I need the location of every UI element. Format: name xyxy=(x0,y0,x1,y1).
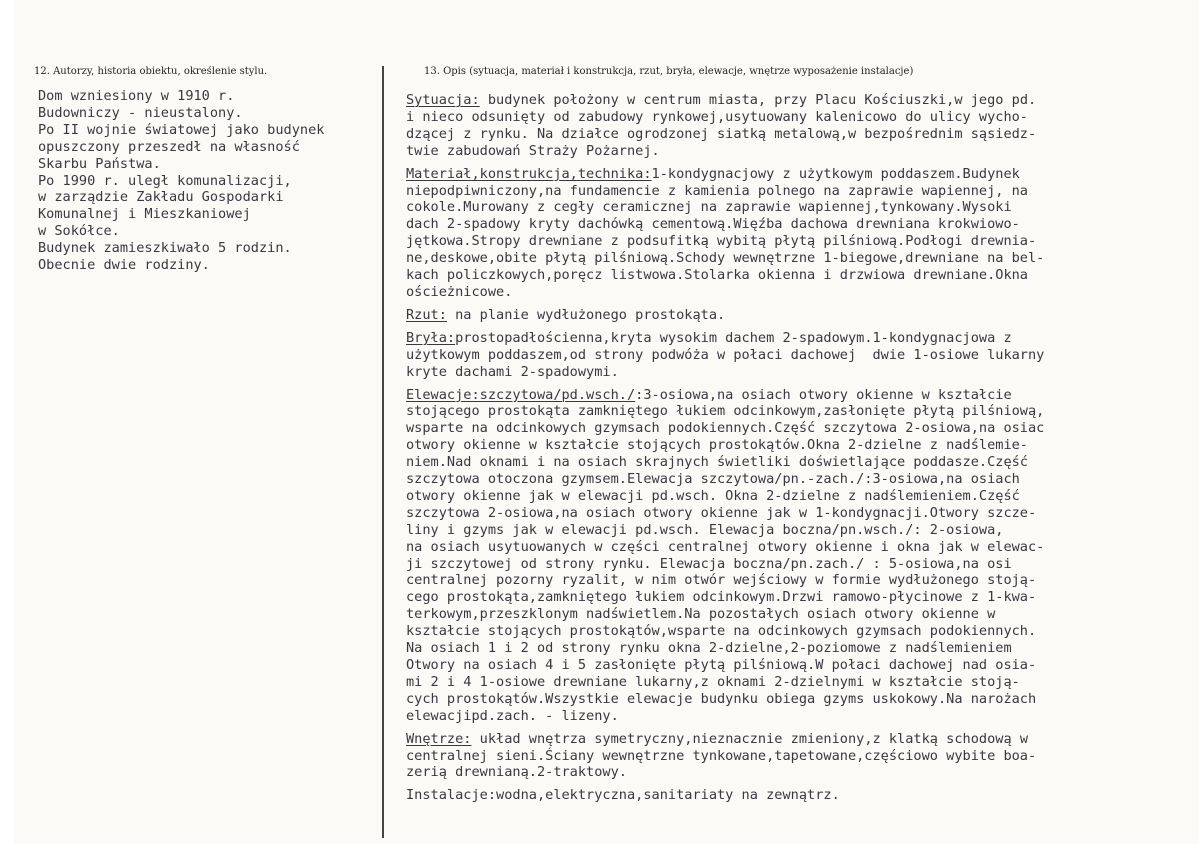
description-line xyxy=(406,307,1044,324)
description-line xyxy=(406,556,1044,573)
description-line xyxy=(406,437,1044,454)
description-line xyxy=(406,691,1044,708)
section-heading: Elewacje:szczytowa/pd.wsch./ xyxy=(406,386,636,403)
description-line xyxy=(406,284,1044,301)
description-line xyxy=(406,471,1044,488)
history-line: Budowniczy - nieustalony. xyxy=(38,104,243,121)
history-line: Obecnie dwie rodziny. xyxy=(38,257,210,274)
line-text: na planie wydłużonego prostokąta. xyxy=(446,306,726,323)
description-line xyxy=(406,330,1044,347)
description-line xyxy=(406,674,1044,691)
history-line: w zarządzie Zakładu Gospodarki xyxy=(38,189,284,206)
description-text xyxy=(406,92,1044,810)
history-text xyxy=(38,88,324,274)
line-text: ościeżnicowe. xyxy=(406,283,513,300)
description-line xyxy=(406,454,1044,471)
line-text: dzącej z rynku. Na działce ogrodzonej siatką metalową,w bezpośrednim sąsiedz- xyxy=(406,125,1037,142)
line-text: dach 2-spadowy kryty dachówką cementową.Więźba dachowa drewniana krokwiowo- xyxy=(406,216,1020,233)
field-13-header: 13. Opis (sytuacja, materiał i konstrukcja, rzut, bryła, elewacje, wnętrze wyposażenie instalacje) xyxy=(424,66,914,77)
line-text: terkowym,przeszklonym nadświetlem.Na pozostałych osiach otwory okienne w xyxy=(406,606,996,623)
history-line: Komunalnej i Mieszkaniowej xyxy=(38,206,251,223)
history-line: Dom wzniesiony w 1910 r. xyxy=(38,88,235,104)
description-line xyxy=(406,233,1044,250)
description-line xyxy=(406,657,1044,674)
description-section xyxy=(406,787,1044,804)
description-line xyxy=(406,166,1044,183)
column-divider xyxy=(382,66,384,838)
line-text: jętkowa.Stropy drewniane z podsufitką wybitą płytą pilśniową.Podłogi drewnia- xyxy=(406,233,1037,250)
line-text: szczytowa 2-osiowa,na osiach otwory okienne jak w 1-kondygnacji.Otwory szcze- xyxy=(406,504,1037,521)
description-line xyxy=(406,109,1044,126)
line-text: wsparte na odcinkowych gzymsach podokiennych.Część szczytowa 2-osiowa,na osiac xyxy=(406,420,1045,437)
description-line xyxy=(406,748,1044,765)
description-line xyxy=(406,199,1044,216)
description-line xyxy=(406,387,1044,404)
line-text: układ wnętrza symetryczny,nieznacznie zmieniony,z klatką schodową w xyxy=(471,730,1029,747)
description-line xyxy=(406,216,1044,233)
line-text: otwory okienne jak w elewacji pd.wsch. Okna 2-dzielne z nadślemieniem.Część xyxy=(406,487,1020,504)
line-text: centralnej sieni.Ściany wewnętrzne tynkowane,tapetowane,częściowo wybite boa- xyxy=(406,747,1037,764)
history-line: Skarbu Państwa. xyxy=(38,155,161,172)
description-section xyxy=(406,330,1044,381)
description-line xyxy=(406,126,1044,143)
line-text: Otwory na osiach 4 i 5 zasłonięte płytą pilśniową.W połaci dachowej nad osia- xyxy=(406,657,1037,673)
description-line xyxy=(406,572,1044,589)
description-line xyxy=(406,347,1044,364)
history-line: opuszczony przeszedł na własność xyxy=(38,138,300,155)
line-text: cokole.Murowany z cegły ceramicznej na zaprawie wapiennej,tynkowany.Wysoki xyxy=(406,199,1012,216)
description-section xyxy=(406,731,1044,782)
line-text: niem.Nad oknami i na osiach skrajnych świetliki doświetlające poddasze.Część xyxy=(406,454,1028,471)
line-text: i nieco odsunięty od zabudowy rynkowej,usytuowany kalenicowo do ulicy wycho- xyxy=(406,108,1028,125)
description-section xyxy=(406,387,1044,725)
description-line xyxy=(406,505,1044,522)
line-text: szczytowa otoczona gzymsem.Elewacja szczytowa/pn.-zach./:3-osiowa,na osiach xyxy=(406,471,1020,488)
description-line xyxy=(406,143,1044,160)
section-heading: Wnętrze: xyxy=(406,730,472,747)
line-text: kach policzkowych,poręcz listwowa.Stolarka okienna i drzwiowa drewniane.Okna xyxy=(406,267,1028,284)
description-section xyxy=(406,166,1044,301)
description-line xyxy=(406,92,1044,109)
description-line xyxy=(406,623,1044,640)
description-line xyxy=(406,183,1044,200)
line-text: użytkowym poddaszem,od strony podwóża w połaci dachowej dwie 1-osiowe lukarny xyxy=(406,346,1045,363)
description-section xyxy=(406,92,1044,160)
line-text: mi 2 i 4 1-osiowe drewniane lukarny,z oknami 2-dzielnymi w kształcie stoją- xyxy=(406,673,1020,690)
field-12-header: 12. Autorzy, historia obiektu, określenie stylu. xyxy=(34,66,268,77)
line-text: centralnej pozorny ryzalit, w nim otwór wejściowy w formie wydłużonego stoją- xyxy=(406,572,1037,589)
history-line: Po II wojnie światowej jako budynek xyxy=(38,121,325,138)
line-text: budynek położony w centrum miasta, przy Placu Kościuszki,w jego pd. xyxy=(479,92,1037,108)
line-text: niepodpiwniczony,na fundamencie z kamienia polnego na zaprawie wapiennej, na xyxy=(406,182,1028,199)
description-line xyxy=(406,606,1044,623)
line-text: cego prostokąta,zamkniętego łukiem odcinkowym.Drzwi ramowo-płycinowe z 1-kwa- xyxy=(406,589,1037,606)
description-line xyxy=(406,764,1044,781)
line-text: Na osiach 1 i 2 od strony rynku okna 2-dzielne,2-poziomowe z nadślemieniem xyxy=(406,640,1012,657)
line-text: prostopadłościenna,kryta wysokim dachem 2-spadowym.1-kondygnacjowa z xyxy=(455,329,1012,346)
line-text: kształcie stojących prostokątów,wsparte na odcinkowych gzymsach podokiennych. xyxy=(406,623,1037,640)
description-line xyxy=(406,267,1044,284)
line-text: stojącego prostokąta zamkniętego łukiem odcinkowym,zasłonięte płytą pilśniową, xyxy=(406,403,1045,420)
history-line: w Sokółce. xyxy=(38,223,120,240)
history-line: Budynek zamieszkiwało 5 rodzin. xyxy=(38,240,292,257)
line-text: zerią drewnianą.2-traktowy. xyxy=(406,764,627,781)
section-heading: Sytuacja: xyxy=(406,92,480,108)
line-text: :3-osiowa,na osiach otwory okienne w kształcie xyxy=(635,386,1012,403)
line-text: kryte dachami 2-spadowymi. xyxy=(406,363,619,380)
description-section xyxy=(406,307,1044,324)
line-text: otwory okienne w kształcie stojących prostokątów.Okna 2-dzielne z nadślemie- xyxy=(406,437,1028,454)
line-text: liny i gzyms jak w elewacji pd.wsch. Elewacja boczna/pn.wsch./: 2-osiowa, xyxy=(406,521,1004,538)
description-line xyxy=(406,589,1044,606)
line-text: cych prostokątów.Wszystkie elewacje budynku obiega gzyms uskokowy.Na narożach xyxy=(406,690,1037,707)
description-line xyxy=(406,250,1044,267)
line-text: twie zabudowań Straży Pożarnej. xyxy=(406,142,660,159)
description-line xyxy=(406,420,1044,437)
line-text: 1-kondygnacjowy z użytkowym poddaszem.Budynek xyxy=(651,165,1020,182)
description-line xyxy=(406,787,1044,804)
description-line xyxy=(406,522,1044,539)
description-line xyxy=(406,640,1044,657)
line-text: Instalacje:wodna,elektryczna,sanitariaty na zewnątrz. xyxy=(406,787,840,804)
description-line xyxy=(406,731,1044,748)
history-line: Po 1990 r. uległ komunalizacji, xyxy=(38,172,292,189)
section-heading: Rzut: xyxy=(406,306,447,323)
line-text: na osiach usytuowanych w części centralnej otwory okienne i okna jak w elewac- xyxy=(406,538,1045,555)
description-line xyxy=(406,364,1044,381)
description-line xyxy=(406,708,1044,725)
description-line xyxy=(406,488,1044,505)
description-line xyxy=(406,539,1044,556)
line-text: ne,deskowe,obite płytą pilśniową.Schody wewnętrzne 1-biegowe,drewniane na bel- xyxy=(406,250,1045,267)
section-heading: Bryła: xyxy=(406,329,456,346)
section-heading: Materiał,konstrukcja,technika: xyxy=(406,165,652,182)
line-text: elewacjipd.zach. - lizeny. xyxy=(406,707,619,724)
line-text: ji szczytowej od strony rynku. Elewacja boczna/pn.zach./ : 5-osiowa,na osi xyxy=(406,555,1012,572)
description-line xyxy=(406,403,1044,420)
